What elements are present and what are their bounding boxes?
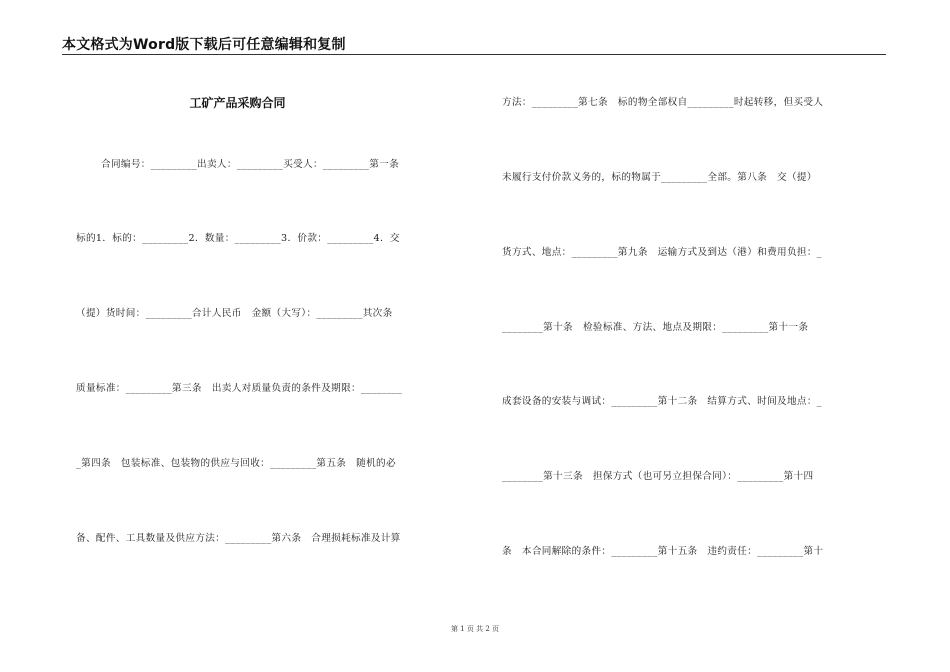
right-line-2: 未履行支付价款义务的，标的物属于_________全部。第八条 交（提）: [502, 172, 817, 183]
page-number: 第 1 页 共 2 页: [450, 625, 500, 633]
left-line-2: 标的1．标的：_________2．数量：_________3．价款：_________4．交: [76, 233, 400, 244]
header-banner: 本文格式为Word版下载后可任意编辑和复制: [62, 37, 346, 53]
right-line-1: 方法：_________第七条 标的物全部权自_________时起转移，但买受人: [502, 97, 824, 108]
left-line-5: _第四条 包装标准、包装物的供应与回收：_________第五条 随机的必: [76, 458, 396, 469]
right-line-7: 条 本合同解除的条件：_________第十五条 违约责任：_________第十: [502, 546, 824, 557]
document-title: 工矿产品采购合同: [189, 96, 286, 110]
right-line-5: 成套设备的安装与调试：_________第十二条 结算方式、时间及地点：_: [502, 396, 822, 407]
left-line-6: 备、配件、工具数量及供应方法：_________第六条 合理损耗标准及计算: [76, 533, 401, 544]
right-line-6: ________第十三条 担保方式（也可另立担保合同）：_________第十四: [502, 471, 814, 482]
header-divider: [62, 54, 886, 55]
left-line-1: 合同编号：_________出卖人：_________买受人：_________第一条: [101, 159, 400, 170]
left-line-4: 质量标准：_________第三条 出卖人对质量负责的条件及期限：________: [76, 383, 403, 394]
left-line-3: （提）货时间：_________合计人民币 金额（大写）：_________其次条: [76, 308, 393, 319]
right-line-3: 货方式、地点：_________第九条 运输方式及到达（港）和费用负担：_: [502, 247, 822, 258]
right-line-4: ________第十条 检验标准、方法、地点及期限：_________第十一条: [502, 322, 809, 333]
